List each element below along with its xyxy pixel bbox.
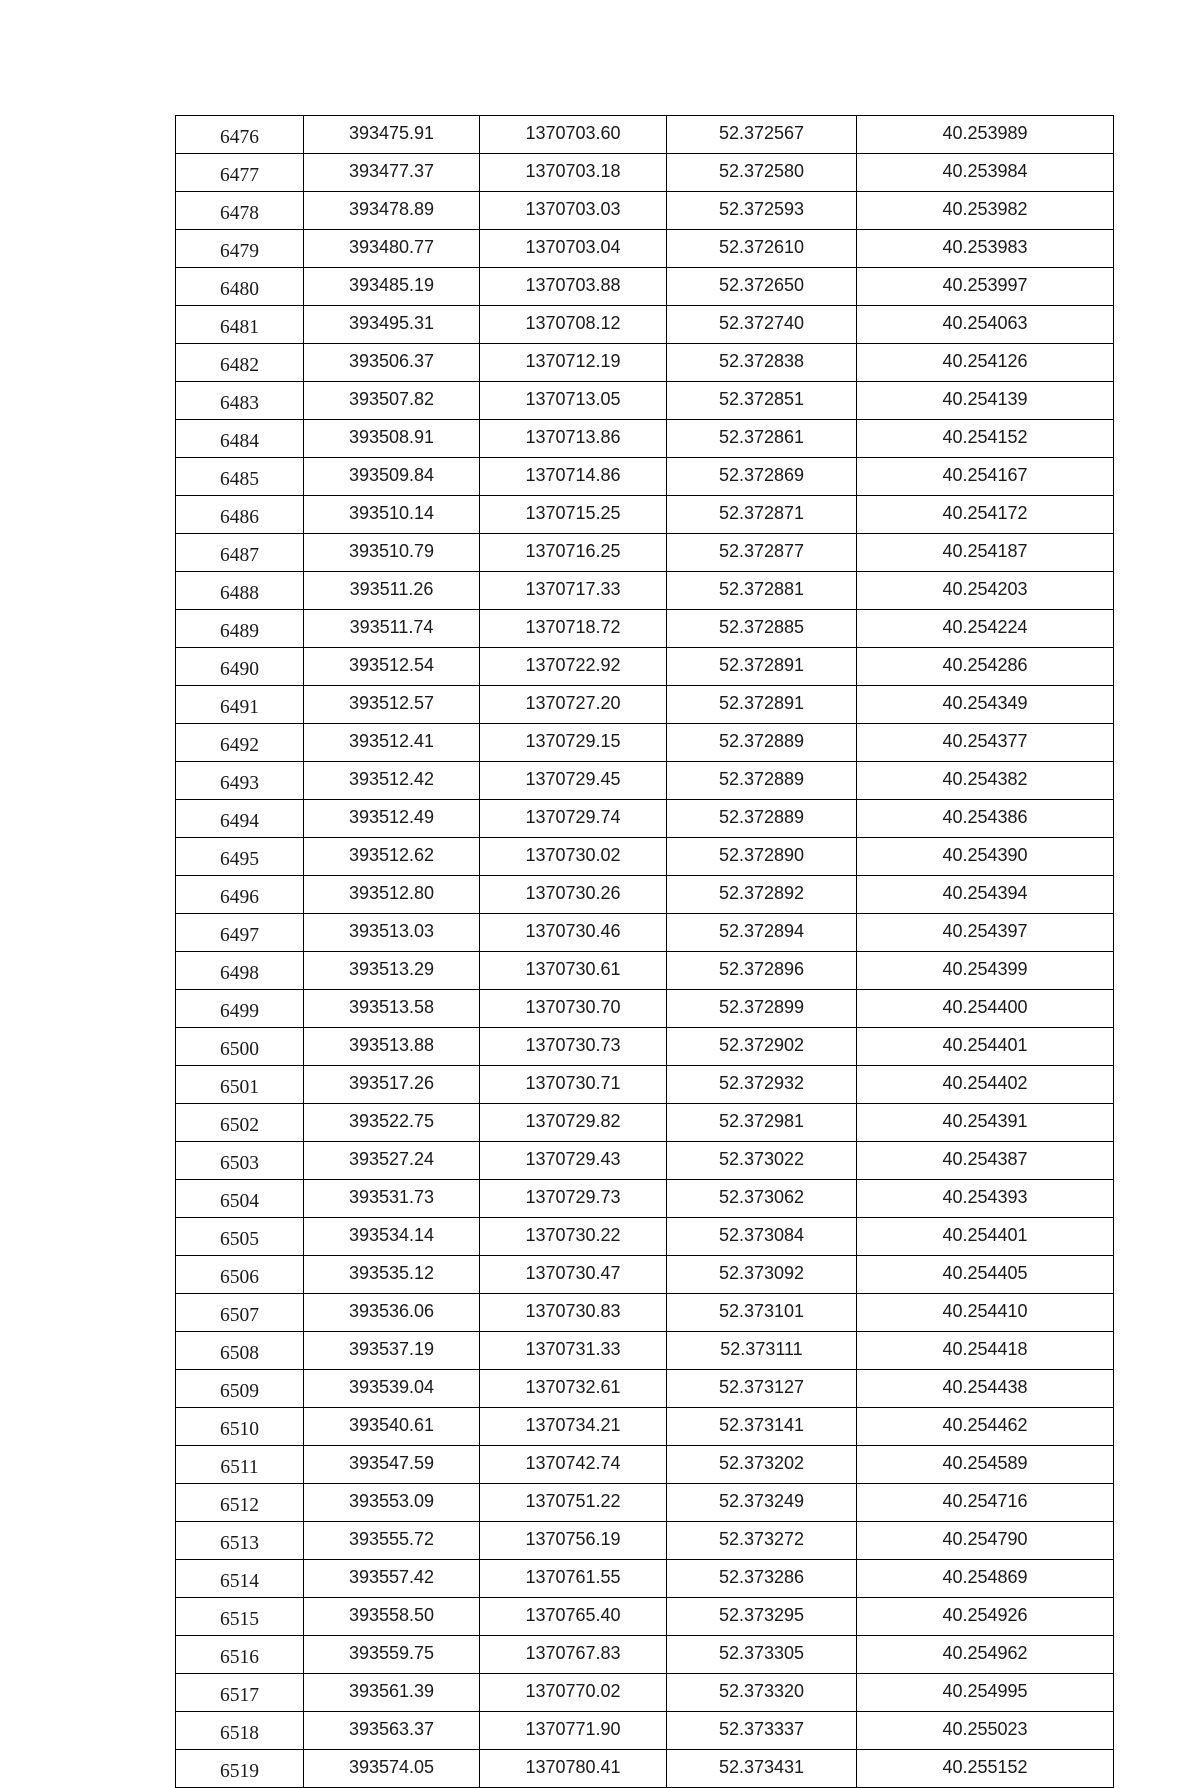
y-coordinate-cell: 1370729.43 bbox=[480, 1142, 667, 1180]
latitude-cell: 52.372871 bbox=[667, 496, 857, 534]
latitude-cell: 52.372892 bbox=[667, 876, 857, 914]
latitude-cell: 52.373249 bbox=[667, 1484, 857, 1522]
latitude-cell: 52.372881 bbox=[667, 572, 857, 610]
longitude-cell: 40.253989 bbox=[857, 116, 1114, 154]
table-row bbox=[176, 1712, 1114, 1750]
longitude-cell: 40.254589 bbox=[857, 1446, 1114, 1484]
x-coordinate-cell: 393513.29 bbox=[304, 952, 480, 990]
y-coordinate-cell: 1370715.25 bbox=[480, 496, 667, 534]
table-row bbox=[176, 876, 1114, 914]
longitude-cell: 40.254438 bbox=[857, 1370, 1114, 1408]
point-number-cell: 6511 bbox=[176, 1446, 304, 1484]
point-number-cell: 6510 bbox=[176, 1408, 304, 1446]
point-number-cell: 6479 bbox=[176, 230, 304, 268]
point-number-cell: 6491 bbox=[176, 686, 304, 724]
longitude-cell: 40.254126 bbox=[857, 344, 1114, 382]
y-coordinate-cell: 1370714.86 bbox=[480, 458, 667, 496]
x-coordinate-cell: 393512.42 bbox=[304, 762, 480, 800]
latitude-cell: 52.372890 bbox=[667, 838, 857, 876]
x-coordinate-cell: 393512.41 bbox=[304, 724, 480, 762]
x-coordinate-cell: 393558.50 bbox=[304, 1598, 480, 1636]
y-coordinate-cell: 1370703.18 bbox=[480, 154, 667, 192]
longitude-cell: 40.254790 bbox=[857, 1522, 1114, 1560]
table-row bbox=[176, 1028, 1114, 1066]
point-number-cell: 6480 bbox=[176, 268, 304, 306]
longitude-cell: 40.253982 bbox=[857, 192, 1114, 230]
y-coordinate-cell: 1370712.19 bbox=[480, 344, 667, 382]
latitude-cell: 52.373084 bbox=[667, 1218, 857, 1256]
latitude-cell: 52.373101 bbox=[667, 1294, 857, 1332]
x-coordinate-cell: 393506.37 bbox=[304, 344, 480, 382]
x-coordinate-cell: 393507.82 bbox=[304, 382, 480, 420]
latitude-cell: 52.372981 bbox=[667, 1104, 857, 1142]
longitude-cell: 40.254382 bbox=[857, 762, 1114, 800]
latitude-cell: 52.372593 bbox=[667, 192, 857, 230]
point-number-cell: 6516 bbox=[176, 1636, 304, 1674]
y-coordinate-cell: 1370703.04 bbox=[480, 230, 667, 268]
y-coordinate-cell: 1370731.33 bbox=[480, 1332, 667, 1370]
point-number-cell: 6519 bbox=[176, 1750, 304, 1788]
table-row bbox=[176, 1066, 1114, 1104]
latitude-cell: 52.373286 bbox=[667, 1560, 857, 1598]
latitude-cell: 52.373092 bbox=[667, 1256, 857, 1294]
table-row bbox=[176, 838, 1114, 876]
y-coordinate-cell: 1370708.12 bbox=[480, 306, 667, 344]
longitude-cell: 40.253983 bbox=[857, 230, 1114, 268]
y-coordinate-cell: 1370703.03 bbox=[480, 192, 667, 230]
table-row bbox=[176, 344, 1114, 382]
y-coordinate-cell: 1370756.19 bbox=[480, 1522, 667, 1560]
longitude-cell: 40.254399 bbox=[857, 952, 1114, 990]
longitude-cell: 40.254962 bbox=[857, 1636, 1114, 1674]
point-number-cell: 6490 bbox=[176, 648, 304, 686]
x-coordinate-cell: 393553.09 bbox=[304, 1484, 480, 1522]
longitude-cell: 40.253997 bbox=[857, 268, 1114, 306]
x-coordinate-cell: 393559.75 bbox=[304, 1636, 480, 1674]
y-coordinate-cell: 1370729.45 bbox=[480, 762, 667, 800]
point-number-cell: 6486 bbox=[176, 496, 304, 534]
table-row bbox=[176, 154, 1114, 192]
latitude-cell: 52.372740 bbox=[667, 306, 857, 344]
y-coordinate-cell: 1370770.02 bbox=[480, 1674, 667, 1712]
point-number-cell: 6501 bbox=[176, 1066, 304, 1104]
table-row bbox=[176, 458, 1114, 496]
table-row bbox=[176, 496, 1114, 534]
y-coordinate-cell: 1370722.92 bbox=[480, 648, 667, 686]
x-coordinate-cell: 393555.72 bbox=[304, 1522, 480, 1560]
table-row bbox=[176, 1370, 1114, 1408]
x-coordinate-cell: 393531.73 bbox=[304, 1180, 480, 1218]
longitude-cell: 40.254995 bbox=[857, 1674, 1114, 1712]
point-number-cell: 6503 bbox=[176, 1142, 304, 1180]
table-row bbox=[176, 800, 1114, 838]
x-coordinate-cell: 393511.26 bbox=[304, 572, 480, 610]
latitude-cell: 52.372902 bbox=[667, 1028, 857, 1066]
table-row bbox=[176, 762, 1114, 800]
y-coordinate-cell: 1370732.61 bbox=[480, 1370, 667, 1408]
y-coordinate-cell: 1370761.55 bbox=[480, 1560, 667, 1598]
longitude-cell: 40.254462 bbox=[857, 1408, 1114, 1446]
x-coordinate-cell: 393495.31 bbox=[304, 306, 480, 344]
latitude-cell: 52.373127 bbox=[667, 1370, 857, 1408]
longitude-cell: 40.254167 bbox=[857, 458, 1114, 496]
y-coordinate-cell: 1370716.25 bbox=[480, 534, 667, 572]
longitude-cell: 40.254869 bbox=[857, 1560, 1114, 1598]
latitude-cell: 52.372932 bbox=[667, 1066, 857, 1104]
table-row bbox=[176, 1446, 1114, 1484]
y-coordinate-cell: 1370729.73 bbox=[480, 1180, 667, 1218]
point-number-cell: 6478 bbox=[176, 192, 304, 230]
latitude-cell: 52.372610 bbox=[667, 230, 857, 268]
y-coordinate-cell: 1370730.83 bbox=[480, 1294, 667, 1332]
y-coordinate-cell: 1370730.73 bbox=[480, 1028, 667, 1066]
table-row bbox=[176, 572, 1114, 610]
longitude-cell: 40.253984 bbox=[857, 154, 1114, 192]
x-coordinate-cell: 393512.80 bbox=[304, 876, 480, 914]
x-coordinate-cell: 393509.84 bbox=[304, 458, 480, 496]
point-number-cell: 6499 bbox=[176, 990, 304, 1028]
table-row bbox=[176, 1332, 1114, 1370]
latitude-cell: 52.372838 bbox=[667, 344, 857, 382]
point-number-cell: 6517 bbox=[176, 1674, 304, 1712]
longitude-cell: 40.254397 bbox=[857, 914, 1114, 952]
longitude-cell: 40.254152 bbox=[857, 420, 1114, 458]
longitude-cell: 40.254394 bbox=[857, 876, 1114, 914]
table-row bbox=[176, 1180, 1114, 1218]
y-coordinate-cell: 1370729.82 bbox=[480, 1104, 667, 1142]
y-coordinate-cell: 1370767.83 bbox=[480, 1636, 667, 1674]
longitude-cell: 40.254386 bbox=[857, 800, 1114, 838]
longitude-cell: 40.254400 bbox=[857, 990, 1114, 1028]
point-number-cell: 6504 bbox=[176, 1180, 304, 1218]
y-coordinate-cell: 1370765.40 bbox=[480, 1598, 667, 1636]
longitude-cell: 40.254410 bbox=[857, 1294, 1114, 1332]
x-coordinate-cell: 393513.58 bbox=[304, 990, 480, 1028]
point-number-cell: 6496 bbox=[176, 876, 304, 914]
longitude-cell: 40.254402 bbox=[857, 1066, 1114, 1104]
x-coordinate-cell: 393517.26 bbox=[304, 1066, 480, 1104]
table-row bbox=[176, 686, 1114, 724]
longitude-cell: 40.254401 bbox=[857, 1218, 1114, 1256]
latitude-cell: 52.373337 bbox=[667, 1712, 857, 1750]
y-coordinate-cell: 1370703.88 bbox=[480, 268, 667, 306]
longitude-cell: 40.254349 bbox=[857, 686, 1114, 724]
table-row bbox=[176, 1256, 1114, 1294]
longitude-cell: 40.254172 bbox=[857, 496, 1114, 534]
point-number-cell: 6498 bbox=[176, 952, 304, 990]
latitude-cell: 52.373202 bbox=[667, 1446, 857, 1484]
y-coordinate-cell: 1370730.70 bbox=[480, 990, 667, 1028]
longitude-cell: 40.254139 bbox=[857, 382, 1114, 420]
longitude-cell: 40.255023 bbox=[857, 1712, 1114, 1750]
point-number-cell: 6507 bbox=[176, 1294, 304, 1332]
longitude-cell: 40.254387 bbox=[857, 1142, 1114, 1180]
table-row bbox=[176, 952, 1114, 990]
y-coordinate-cell: 1370730.61 bbox=[480, 952, 667, 990]
latitude-cell: 52.373320 bbox=[667, 1674, 857, 1712]
point-number-cell: 6513 bbox=[176, 1522, 304, 1560]
table-row bbox=[176, 1294, 1114, 1332]
x-coordinate-cell: 393534.14 bbox=[304, 1218, 480, 1256]
point-number-cell: 6497 bbox=[176, 914, 304, 952]
x-coordinate-cell: 393510.79 bbox=[304, 534, 480, 572]
coordinates-table bbox=[175, 115, 1114, 1788]
latitude-cell: 52.373111 bbox=[667, 1332, 857, 1370]
latitude-cell: 52.372889 bbox=[667, 724, 857, 762]
latitude-cell: 52.372891 bbox=[667, 686, 857, 724]
coordinates-table-body bbox=[176, 116, 1114, 1788]
x-coordinate-cell: 393513.88 bbox=[304, 1028, 480, 1066]
longitude-cell: 40.254926 bbox=[857, 1598, 1114, 1636]
table-row bbox=[176, 230, 1114, 268]
x-coordinate-cell: 393536.06 bbox=[304, 1294, 480, 1332]
x-coordinate-cell: 393547.59 bbox=[304, 1446, 480, 1484]
latitude-cell: 52.372889 bbox=[667, 762, 857, 800]
table-row bbox=[176, 1674, 1114, 1712]
longitude-cell: 40.254063 bbox=[857, 306, 1114, 344]
point-number-cell: 6477 bbox=[176, 154, 304, 192]
latitude-cell: 52.373305 bbox=[667, 1636, 857, 1674]
point-number-cell: 6485 bbox=[176, 458, 304, 496]
table-row bbox=[176, 1484, 1114, 1522]
y-coordinate-cell: 1370751.22 bbox=[480, 1484, 667, 1522]
point-number-cell: 6502 bbox=[176, 1104, 304, 1142]
latitude-cell: 52.372894 bbox=[667, 914, 857, 952]
table-row bbox=[176, 724, 1114, 762]
point-number-cell: 6488 bbox=[176, 572, 304, 610]
point-number-cell: 6483 bbox=[176, 382, 304, 420]
point-number-cell: 6487 bbox=[176, 534, 304, 572]
latitude-cell: 52.372861 bbox=[667, 420, 857, 458]
longitude-cell: 40.254224 bbox=[857, 610, 1114, 648]
latitude-cell: 52.372896 bbox=[667, 952, 857, 990]
x-coordinate-cell: 393511.74 bbox=[304, 610, 480, 648]
point-number-cell: 6476 bbox=[176, 116, 304, 154]
table-row bbox=[176, 1218, 1114, 1256]
y-coordinate-cell: 1370713.05 bbox=[480, 382, 667, 420]
point-number-cell: 6514 bbox=[176, 1560, 304, 1598]
y-coordinate-cell: 1370729.15 bbox=[480, 724, 667, 762]
latitude-cell: 52.373272 bbox=[667, 1522, 857, 1560]
longitude-cell: 40.254391 bbox=[857, 1104, 1114, 1142]
table-row bbox=[176, 990, 1114, 1028]
x-coordinate-cell: 393475.91 bbox=[304, 116, 480, 154]
y-coordinate-cell: 1370730.71 bbox=[480, 1066, 667, 1104]
longitude-cell: 40.254716 bbox=[857, 1484, 1114, 1522]
table-row bbox=[176, 1750, 1114, 1788]
y-coordinate-cell: 1370730.47 bbox=[480, 1256, 667, 1294]
y-coordinate-cell: 1370771.90 bbox=[480, 1712, 667, 1750]
y-coordinate-cell: 1370718.72 bbox=[480, 610, 667, 648]
y-coordinate-cell: 1370713.86 bbox=[480, 420, 667, 458]
point-number-cell: 6492 bbox=[176, 724, 304, 762]
latitude-cell: 52.372567 bbox=[667, 116, 857, 154]
latitude-cell: 52.373141 bbox=[667, 1408, 857, 1446]
table-row bbox=[176, 1598, 1114, 1636]
longitude-cell: 40.254401 bbox=[857, 1028, 1114, 1066]
longitude-cell: 40.254390 bbox=[857, 838, 1114, 876]
longitude-cell: 40.254187 bbox=[857, 534, 1114, 572]
x-coordinate-cell: 393563.37 bbox=[304, 1712, 480, 1750]
point-number-cell: 6495 bbox=[176, 838, 304, 876]
longitude-cell: 40.254203 bbox=[857, 572, 1114, 610]
longitude-cell: 40.254405 bbox=[857, 1256, 1114, 1294]
latitude-cell: 52.372580 bbox=[667, 154, 857, 192]
latitude-cell: 52.373062 bbox=[667, 1180, 857, 1218]
point-number-cell: 6515 bbox=[176, 1598, 304, 1636]
x-coordinate-cell: 393537.19 bbox=[304, 1332, 480, 1370]
point-number-cell: 6505 bbox=[176, 1218, 304, 1256]
table-row bbox=[176, 914, 1114, 952]
point-number-cell: 6512 bbox=[176, 1484, 304, 1522]
point-number-cell: 6489 bbox=[176, 610, 304, 648]
table-row bbox=[176, 1408, 1114, 1446]
point-number-cell: 6518 bbox=[176, 1712, 304, 1750]
y-coordinate-cell: 1370727.20 bbox=[480, 686, 667, 724]
x-coordinate-cell: 393512.54 bbox=[304, 648, 480, 686]
latitude-cell: 52.373431 bbox=[667, 1750, 857, 1788]
table-row bbox=[176, 610, 1114, 648]
table-row bbox=[176, 534, 1114, 572]
table-row bbox=[176, 268, 1114, 306]
point-number-cell: 6482 bbox=[176, 344, 304, 382]
longitude-cell: 40.255152 bbox=[857, 1750, 1114, 1788]
point-number-cell: 6509 bbox=[176, 1370, 304, 1408]
x-coordinate-cell: 393510.14 bbox=[304, 496, 480, 534]
latitude-cell: 52.372877 bbox=[667, 534, 857, 572]
table-row bbox=[176, 306, 1114, 344]
x-coordinate-cell: 393540.61 bbox=[304, 1408, 480, 1446]
x-coordinate-cell: 393513.03 bbox=[304, 914, 480, 952]
x-coordinate-cell: 393512.57 bbox=[304, 686, 480, 724]
x-coordinate-cell: 393485.19 bbox=[304, 268, 480, 306]
x-coordinate-cell: 393478.89 bbox=[304, 192, 480, 230]
table-row bbox=[176, 1104, 1114, 1142]
table-row bbox=[176, 1142, 1114, 1180]
point-number-cell: 6500 bbox=[176, 1028, 304, 1066]
point-number-cell: 6494 bbox=[176, 800, 304, 838]
point-number-cell: 6508 bbox=[176, 1332, 304, 1370]
y-coordinate-cell: 1370730.22 bbox=[480, 1218, 667, 1256]
longitude-cell: 40.254377 bbox=[857, 724, 1114, 762]
y-coordinate-cell: 1370703.60 bbox=[480, 116, 667, 154]
x-coordinate-cell: 393480.77 bbox=[304, 230, 480, 268]
x-coordinate-cell: 393477.37 bbox=[304, 154, 480, 192]
latitude-cell: 52.372889 bbox=[667, 800, 857, 838]
point-number-cell: 6493 bbox=[176, 762, 304, 800]
latitude-cell: 52.372851 bbox=[667, 382, 857, 420]
x-coordinate-cell: 393539.04 bbox=[304, 1370, 480, 1408]
y-coordinate-cell: 1370734.21 bbox=[480, 1408, 667, 1446]
y-coordinate-cell: 1370730.46 bbox=[480, 914, 667, 952]
longitude-cell: 40.254393 bbox=[857, 1180, 1114, 1218]
latitude-cell: 52.373295 bbox=[667, 1598, 857, 1636]
latitude-cell: 52.372869 bbox=[667, 458, 857, 496]
y-coordinate-cell: 1370729.74 bbox=[480, 800, 667, 838]
table-row bbox=[176, 1560, 1114, 1598]
latitude-cell: 52.372899 bbox=[667, 990, 857, 1028]
point-number-cell: 6481 bbox=[176, 306, 304, 344]
longitude-cell: 40.254418 bbox=[857, 1332, 1114, 1370]
x-coordinate-cell: 393561.39 bbox=[304, 1674, 480, 1712]
y-coordinate-cell: 1370780.41 bbox=[480, 1750, 667, 1788]
x-coordinate-cell: 393508.91 bbox=[304, 420, 480, 458]
x-coordinate-cell: 393574.05 bbox=[304, 1750, 480, 1788]
table-row bbox=[176, 1522, 1114, 1560]
y-coordinate-cell: 1370717.33 bbox=[480, 572, 667, 610]
x-coordinate-cell: 393522.75 bbox=[304, 1104, 480, 1142]
x-coordinate-cell: 393535.12 bbox=[304, 1256, 480, 1294]
latitude-cell: 52.372650 bbox=[667, 268, 857, 306]
y-coordinate-cell: 1370742.74 bbox=[480, 1446, 667, 1484]
y-coordinate-cell: 1370730.02 bbox=[480, 838, 667, 876]
point-number-cell: 6484 bbox=[176, 420, 304, 458]
table-row bbox=[176, 192, 1114, 230]
latitude-cell: 52.373022 bbox=[667, 1142, 857, 1180]
x-coordinate-cell: 393512.62 bbox=[304, 838, 480, 876]
longitude-cell: 40.254286 bbox=[857, 648, 1114, 686]
table-row bbox=[176, 1636, 1114, 1674]
x-coordinate-cell: 393557.42 bbox=[304, 1560, 480, 1598]
latitude-cell: 52.372891 bbox=[667, 648, 857, 686]
table-row bbox=[176, 116, 1114, 154]
point-number-cell: 6506 bbox=[176, 1256, 304, 1294]
x-coordinate-cell: 393512.49 bbox=[304, 800, 480, 838]
x-coordinate-cell: 393527.24 bbox=[304, 1142, 480, 1180]
y-coordinate-cell: 1370730.26 bbox=[480, 876, 667, 914]
latitude-cell: 52.372885 bbox=[667, 610, 857, 648]
table-row bbox=[176, 382, 1114, 420]
table-row bbox=[176, 648, 1114, 686]
table-row bbox=[176, 420, 1114, 458]
